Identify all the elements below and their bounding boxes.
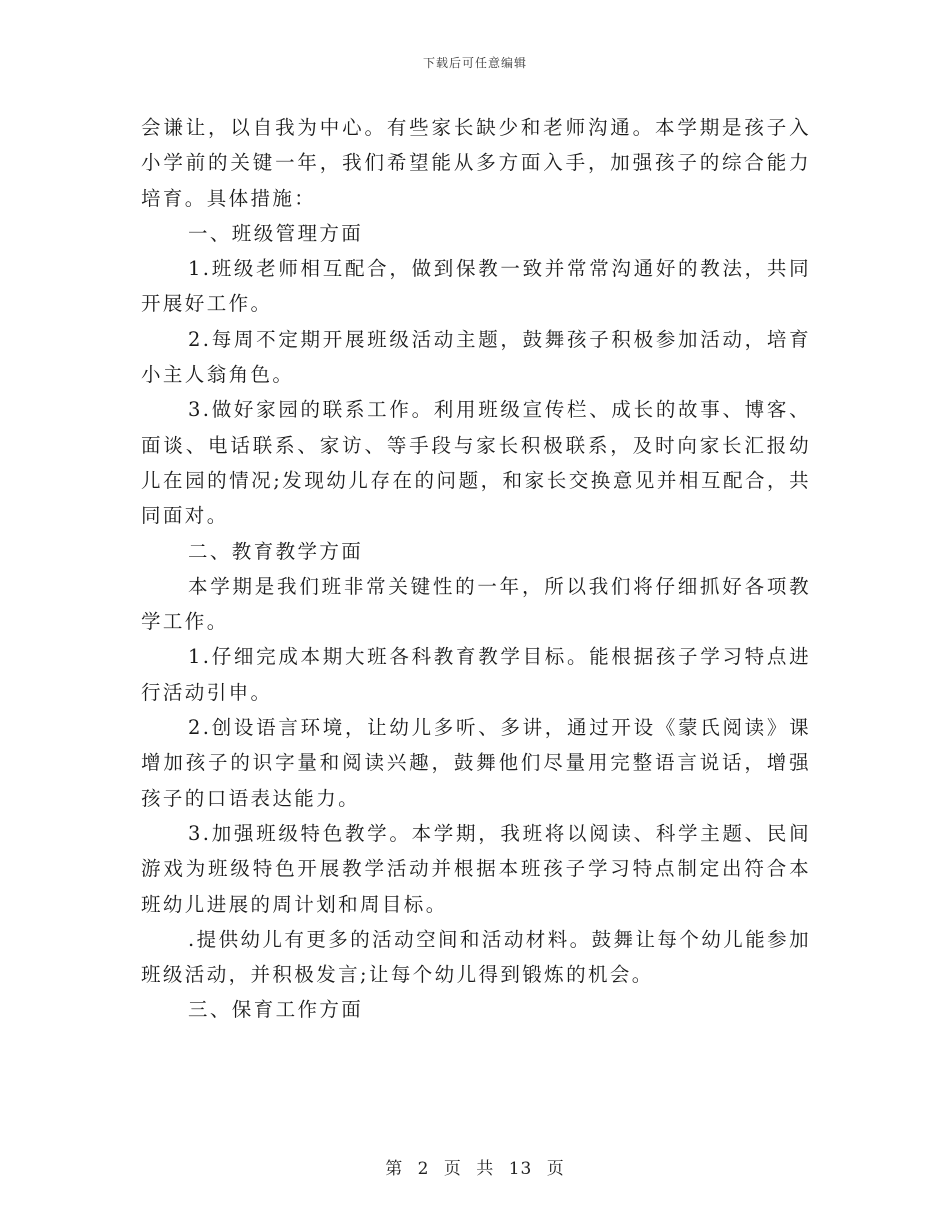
document-body	[141, 110, 811, 1028]
paragraph: 2.每周不定期开展班级活动主题，鼓舞孩子积极参加活动，培育小主人翁角色。	[141, 327, 811, 387]
section-heading: 一、班级管理方面	[188, 221, 364, 245]
paragraph: .提供幼儿有更多的活动空间和活动材料。鼓舞让每个幼儿能参加班级活动，并积极发言;让每个幼儿得到锻炼的机会。	[141, 927, 811, 987]
page-header: 下载后可任意编辑	[422, 56, 527, 70]
paragraph: 本学期是我们班非常关键性的一年，所以我们将仔细抓好各项教学工作。	[141, 574, 811, 634]
section-heading: 三、保育工作方面	[188, 998, 364, 1022]
paragraph: 1.班级老师相互配合，做到保教一致并常常沟通好的教法，共同开展好工作。	[141, 257, 811, 316]
paragraph: 3.做好家园的联系工作。利用班级宣传栏、成长的故事、博客、面谈、电话联系、家访、等手段与家长积极联系，及时向家长汇报幼儿在园的情况;发现幼儿存在的问题，和家长交换意见并相互配合，共同面对。	[141, 398, 811, 528]
paragraph: 1.仔细完成本期大班各科教育教学目标。能根据孩子学习特点进行活动引申。	[141, 645, 811, 704]
page-footer: 第 2 页 共 13 页	[385, 1159, 565, 1179]
paragraph: 会谦让，以自我为中心。有些家长缺少和老师沟通。本学期是孩子入小学前的关键一年，我们希望能从多方面入手，加强孩子的综合能力培育。具体措施：	[141, 116, 811, 210]
paragraph: 3.加强班级特色教学。本学期，我班将以阅读、科学主题、民间游戏为班级特色开展教学活动并根据本班孩子学习特点制定出符合本班幼儿进展的周计划和周目标。	[141, 821, 811, 916]
section-heading: 二、教育教学方面	[188, 539, 364, 563]
paragraph: 2.创设语言环境，让幼儿多听、多讲，通过开设《蒙氏阅读》课增加孩子的识字量和阅读兴趣，鼓舞他们尽量用完整语言说话，增强孩子的口语表达能力。	[141, 716, 811, 810]
